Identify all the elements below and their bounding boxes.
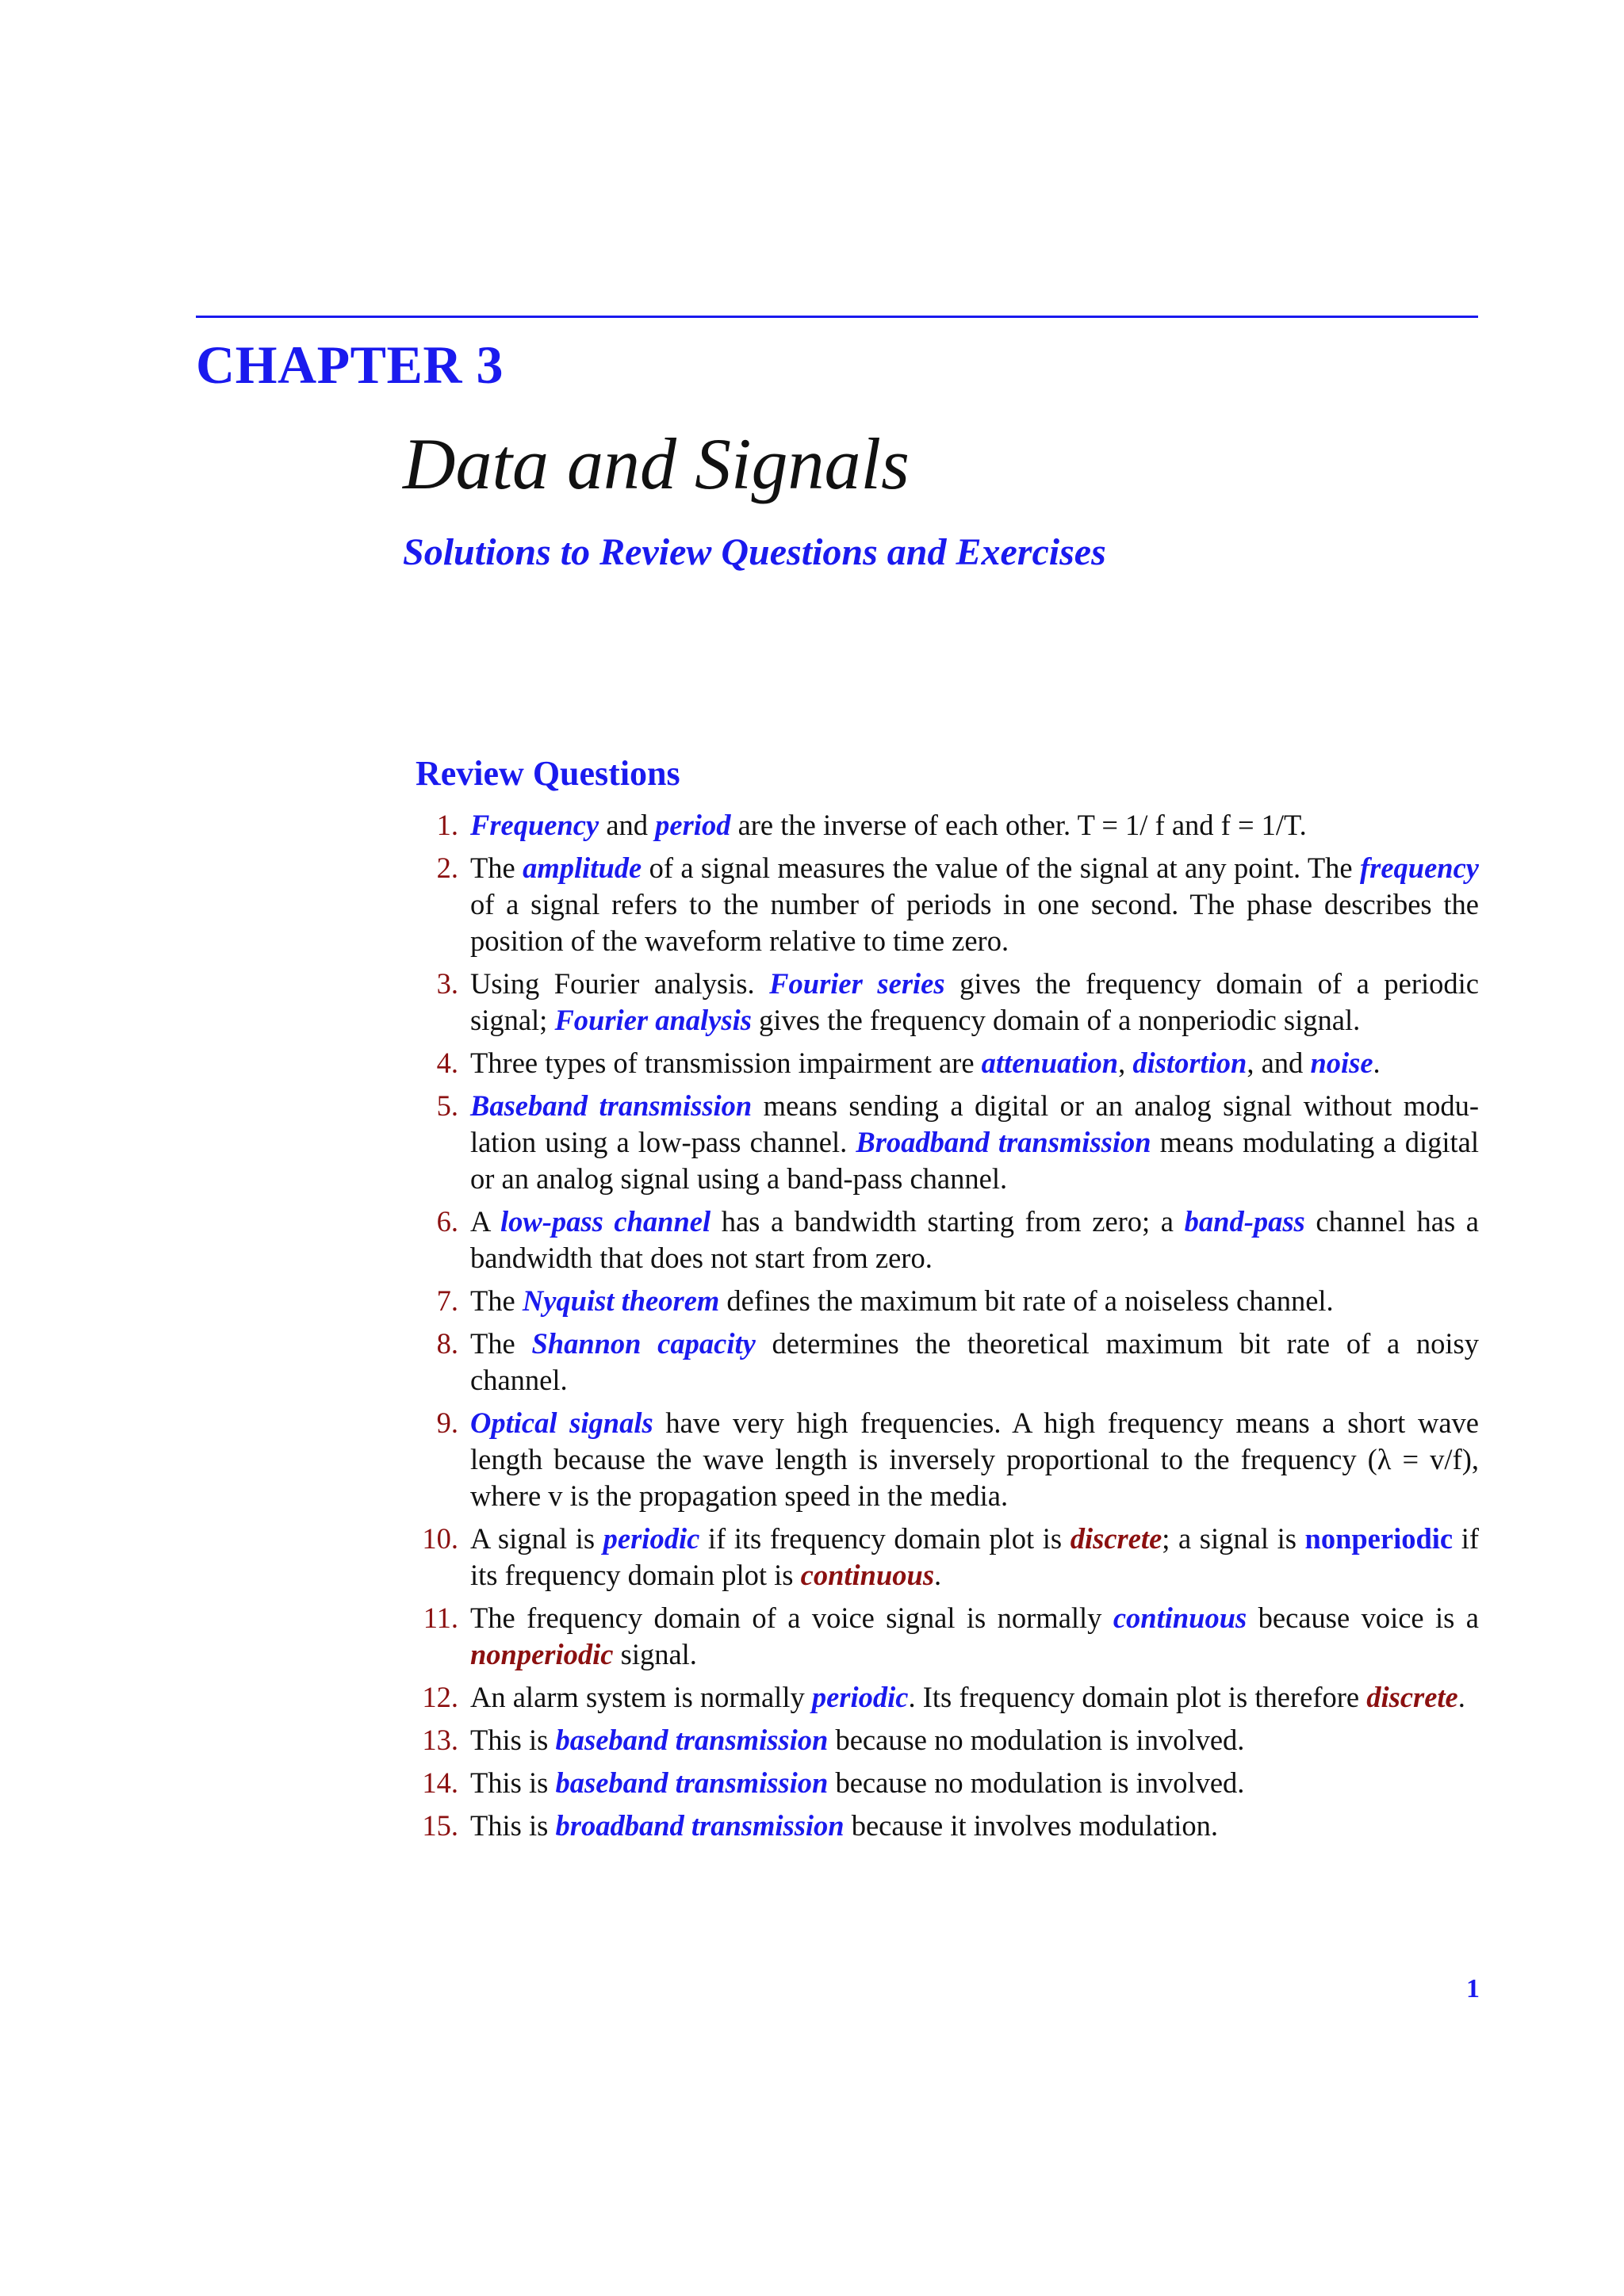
page-number: 1 bbox=[1466, 1974, 1480, 2003]
question-number: 5. bbox=[436, 1089, 458, 1122]
key-term: Optical signals bbox=[470, 1406, 653, 1439]
question-number: 10. bbox=[422, 1522, 458, 1555]
review-questions-list bbox=[412, 807, 1479, 1850]
key-term: nonperiodic bbox=[470, 1638, 614, 1670]
answer-text: The frequency domain of a voice signal is normally bbox=[470, 1601, 1113, 1634]
answer-text: ; a signal is bbox=[1162, 1522, 1305, 1555]
answer-text: has a bandwidth starting from zero; a bbox=[710, 1205, 1185, 1238]
question-item bbox=[412, 1765, 1479, 1801]
key-term: baseband transmission bbox=[555, 1724, 829, 1756]
answer-text: and bbox=[599, 809, 656, 841]
key-term: Baseband transmission bbox=[470, 1089, 753, 1122]
answer-text: if its frequency domain plot is bbox=[699, 1522, 1071, 1555]
key-term: continuous bbox=[800, 1559, 935, 1591]
key-term: Nyquist theorem bbox=[522, 1284, 720, 1317]
question-number: 1. bbox=[436, 809, 458, 841]
chapter-subtitle: Solutions to Review Questions and Exercises bbox=[403, 531, 1106, 573]
question-item bbox=[412, 850, 1479, 959]
answer-text: signal. bbox=[613, 1638, 697, 1670]
chapter-rule bbox=[196, 316, 1478, 318]
key-term: broadband transmission bbox=[555, 1809, 845, 1842]
question-item bbox=[412, 1808, 1479, 1844]
question-item bbox=[412, 1203, 1479, 1276]
answer-text: because no modulation is involved. bbox=[828, 1724, 1245, 1756]
answer-text: determines the theoretical maximum bit rate of a noisy channel. bbox=[470, 1327, 1479, 1396]
question-item bbox=[412, 1283, 1479, 1319]
key-term: Fourier analysis bbox=[554, 1004, 752, 1036]
question-number: 3. bbox=[436, 967, 458, 1000]
answer-text: Three types of transmission impairment are bbox=[470, 1047, 982, 1079]
question-number: 8. bbox=[436, 1327, 458, 1360]
question-number: 6. bbox=[436, 1205, 458, 1238]
key-term: noise bbox=[1310, 1047, 1373, 1079]
answer-text: . bbox=[1457, 1681, 1465, 1713]
answer-text: Using Fourier analysis. bbox=[470, 967, 770, 1000]
question-number: 14. bbox=[422, 1766, 458, 1799]
answer-text: This is bbox=[470, 1766, 556, 1799]
question-number: 12. bbox=[422, 1681, 458, 1713]
answer-text: if its frequency domain plot is bbox=[470, 1522, 1479, 1591]
answer-text: means sending a digital or an analog signal without modulation using a low-pass channel. bbox=[470, 1089, 1479, 1158]
key-term: attenuation bbox=[981, 1047, 1119, 1079]
answer-text: This is bbox=[470, 1809, 556, 1842]
question-item bbox=[412, 1679, 1479, 1716]
key-term: band-pass bbox=[1184, 1205, 1305, 1238]
answer-text: A bbox=[470, 1205, 500, 1238]
key-term: continuous bbox=[1113, 1601, 1247, 1634]
section-heading-review-questions: Review Questions bbox=[416, 754, 680, 793]
question-number: 4. bbox=[436, 1047, 458, 1079]
key-term: Broadband transmission bbox=[856, 1126, 1151, 1158]
key-term: discrete bbox=[1070, 1522, 1162, 1555]
question-number: 7. bbox=[436, 1284, 458, 1317]
answer-text: gives the frequency domain of a periodic signal; bbox=[470, 967, 1479, 1036]
answer-text: , and bbox=[1247, 1047, 1311, 1079]
key-term: frequency bbox=[1360, 851, 1480, 884]
key-term: low-pass channel bbox=[500, 1205, 711, 1238]
answer-text: . bbox=[1373, 1047, 1381, 1079]
question-item bbox=[412, 1326, 1479, 1399]
question-number: 9. bbox=[436, 1406, 458, 1439]
chapter-label: CHAPTER 3 bbox=[196, 335, 504, 395]
answer-text: . bbox=[934, 1559, 942, 1591]
key-term: nonperiodic bbox=[1304, 1522, 1454, 1555]
question-item bbox=[412, 1521, 1479, 1594]
question-number: 15. bbox=[422, 1809, 458, 1842]
key-term: discrete bbox=[1366, 1681, 1458, 1713]
answer-text: A signal is bbox=[470, 1522, 603, 1555]
answer-text: are the inverse of each other. T = 1/ f and f = 1/T. bbox=[730, 809, 1307, 841]
key-term: Frequency bbox=[470, 809, 599, 841]
answer-text: because no modulation is involved. bbox=[828, 1766, 1245, 1799]
question-item bbox=[412, 966, 1479, 1039]
answer-text: This is bbox=[470, 1724, 556, 1756]
answer-text: means modulating a digital or an analog signal using a band-pass channel. bbox=[470, 1126, 1479, 1195]
question-item bbox=[412, 1722, 1479, 1758]
question-number: 2. bbox=[436, 851, 458, 884]
question-item bbox=[412, 1600, 1479, 1673]
answer-text: of a signal measures the value of the signal at any point. The bbox=[642, 851, 1360, 884]
key-term: periodic bbox=[603, 1522, 700, 1555]
answer-text: of a signal refers to the number of periods in one second. The phase describes the position of the waveform relative to time zero. bbox=[470, 888, 1479, 957]
question-item bbox=[412, 807, 1479, 844]
question-item bbox=[412, 1088, 1479, 1197]
answer-text: The bbox=[470, 851, 523, 884]
answer-text: The bbox=[470, 1284, 523, 1317]
key-term: Shannon capacity bbox=[531, 1327, 756, 1360]
answer-text: because it involves modulation. bbox=[844, 1809, 1218, 1842]
key-term: baseband transmission bbox=[555, 1766, 829, 1799]
question-number: 13. bbox=[422, 1724, 458, 1756]
chapter-title: Data and Signals bbox=[403, 423, 910, 504]
question-item bbox=[412, 1405, 1479, 1514]
answer-text: defines the maximum bit rate of a noiseless channel. bbox=[719, 1284, 1334, 1317]
question-number: 11. bbox=[423, 1601, 458, 1634]
question-item bbox=[412, 1045, 1479, 1081]
key-term: amplitude bbox=[523, 851, 642, 884]
answer-text: channel has a bandwidth that does not start from zero. bbox=[470, 1205, 1479, 1274]
answer-text: , bbox=[1118, 1047, 1133, 1079]
key-term: periodic bbox=[811, 1681, 909, 1713]
answer-text: . Its frequency domain plot is therefore bbox=[908, 1681, 1367, 1713]
answer-text: have very high frequencies. A high frequency means a short wave length because the wave length is inversely proportional to the frequency (λ = v/f), where v is the propagation speed in the media. bbox=[470, 1406, 1479, 1512]
answer-text: The bbox=[470, 1327, 532, 1360]
key-term: distortion bbox=[1132, 1047, 1247, 1079]
key-term: period bbox=[655, 809, 731, 841]
answer-text: gives the frequency domain of a nonperiodic signal. bbox=[751, 1004, 1361, 1036]
answer-text: because voice is a bbox=[1247, 1601, 1479, 1634]
key-term: Fourier series bbox=[769, 967, 945, 1000]
answer-text: An alarm system is normally bbox=[470, 1681, 812, 1713]
